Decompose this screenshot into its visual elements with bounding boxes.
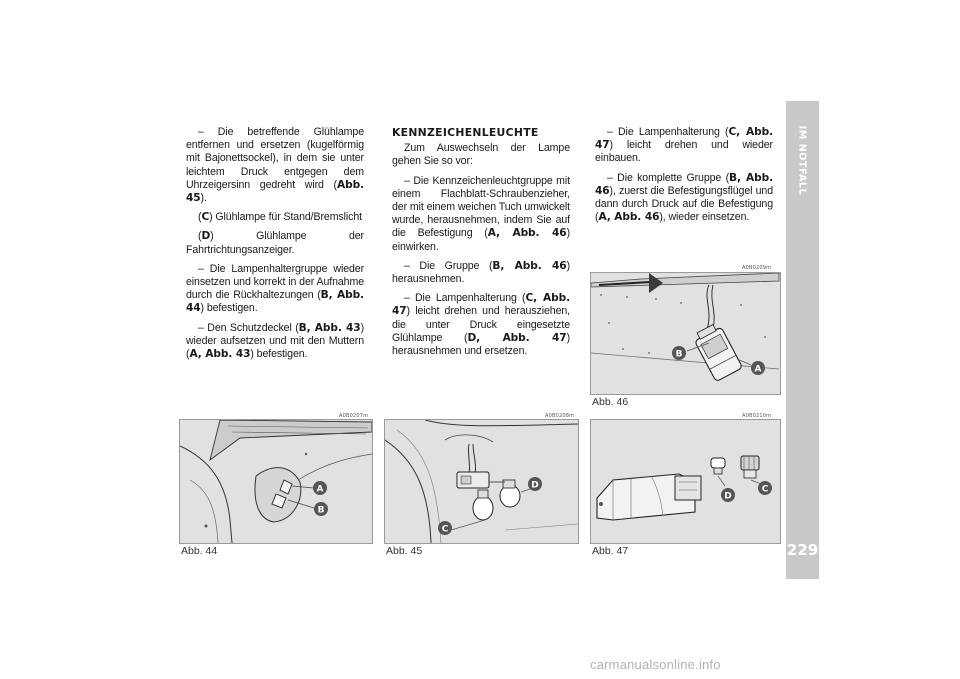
paragraph-reinsert-holder: – Die Lampenhaltergruppe wieder einsetzen und korrekt in der Aufnahme durch die Rückhaltezungen (B, Abb. 44) befestigen. — [186, 262, 364, 315]
figure-reference: A, Abb. 43 — [189, 348, 251, 361]
figure-abb-44-illustration — [180, 420, 372, 543]
figure-reference: B, Abb. 44 — [186, 289, 364, 315]
label-letter: C — [201, 211, 210, 224]
figure-caption: Abb. 46 — [592, 396, 629, 408]
page-number: 229 — [786, 541, 819, 559]
callout-label: D — [531, 480, 539, 491]
callout-label: A — [754, 364, 762, 375]
paragraph-intro: Zum Auswechseln der Lampe gehen Sie so vor: — [392, 142, 570, 168]
figure-abb-45-illustration — [385, 420, 578, 543]
section-heading: KENNZEICHENLEUCHTE — [392, 126, 539, 139]
figure-reference: D, Abb. 47 — [467, 331, 567, 344]
figure-abb-45 — [384, 419, 579, 544]
figure-code: A0B0207m — [339, 413, 369, 419]
figure-code: A0B0210m — [742, 413, 772, 419]
figure-reference: A, Abb. 46 — [487, 227, 567, 240]
paragraph-bulb-d: (D) Glühlampe der Fahrtrichtungsanzeiger. — [186, 230, 364, 256]
figure-abb-44 — [179, 419, 373, 544]
section-label-container — [787, 100, 817, 220]
paragraph-replace-bulb: – Die Lampenhalterung (C, Abb. 47) leicht drehen und herausziehen, die unter Druck eingesetzte Glühlampe (D, Abb. 47) herausnehmen und ersetzen. — [392, 292, 570, 358]
callout-label: C — [761, 484, 769, 495]
figure-reference: B, Abb. 46 — [595, 171, 774, 197]
figure-reference: B, Abb. 43 — [298, 321, 361, 334]
paragraph-take-out-group: – Die Gruppe (B, Abb. 46) herausnehmen. — [392, 259, 570, 286]
paragraph-cover: – Den Schutzdeckel (B, Abb. 43) wieder aufsetzen und mit den Muttern (A, Abb. 43) befestigen. — [186, 321, 365, 361]
figure-caption: Abb. 45 — [386, 545, 423, 557]
figure-caption: Abb. 44 — [181, 545, 218, 557]
text-column-1 — [186, 126, 364, 367]
figure-caption: Abb. 47 — [592, 545, 629, 557]
watermark: carmanualsonline.info — [590, 657, 721, 672]
figure-code: A0B0208m — [545, 413, 575, 419]
paragraph-refit-holder: – Die Lampenhalterung (C, Abb. 47) leicht drehen und wieder einbauen. — [595, 126, 773, 165]
figure-reference: Abb. 45 — [186, 178, 364, 205]
figure-reference: C, Abb. 47 — [595, 126, 773, 152]
text-column-2 — [392, 126, 570, 364]
figure-reference: B, Abb. 46 — [492, 259, 567, 272]
callout-label: A — [316, 484, 324, 495]
text-column-3 — [595, 126, 773, 230]
paragraph-bulb-c: (C) Glühlampe für Stand/Bremslicht — [198, 211, 362, 224]
callout-label: B — [675, 349, 683, 360]
section-label: IM NOTFALL — [796, 125, 808, 195]
callout-label: C — [441, 524, 449, 535]
figure-reference: A, Abb. 46 — [598, 211, 660, 224]
callout-label: B — [317, 505, 325, 516]
figure-code: A0B0209m — [742, 265, 772, 271]
figure-abb-47 — [590, 419, 781, 544]
paragraph-remove-group: – Die Kennzeichenleuchtgruppe mit einem Flachblatt-Schraubenzieher, der mit einem weichen Tuch umwickelt wurde, herausnehmen, indem Sie auf die Befestigung (A, Abb. 46) einwirken. — [392, 174, 570, 253]
figure-abb-47-illustration — [591, 420, 780, 543]
paragraph-remove-bulb: – Die betreffende Glühlampe entfernen und ersetzen (kugelförmig mit Bajonettsockel), in dem sie unter leichtem Druck entgegen dem Uhrzeigersinn gedreht wird (Abb. 45). — [186, 126, 364, 205]
figure-abb-46 — [590, 272, 781, 395]
callout-label: D — [724, 491, 732, 502]
figure-abb-46-illustration — [591, 273, 780, 394]
label-letter: D — [201, 230, 211, 243]
figure-reference: C, Abb. 47 — [392, 292, 570, 318]
paragraph-refit-group: – Die komplette Gruppe (B, Abb. 46), zuerst die Befestigungsflügel und dann durch Druck auf die Befestigung (A, Abb. 46), wieder einsetzen. — [595, 171, 774, 224]
